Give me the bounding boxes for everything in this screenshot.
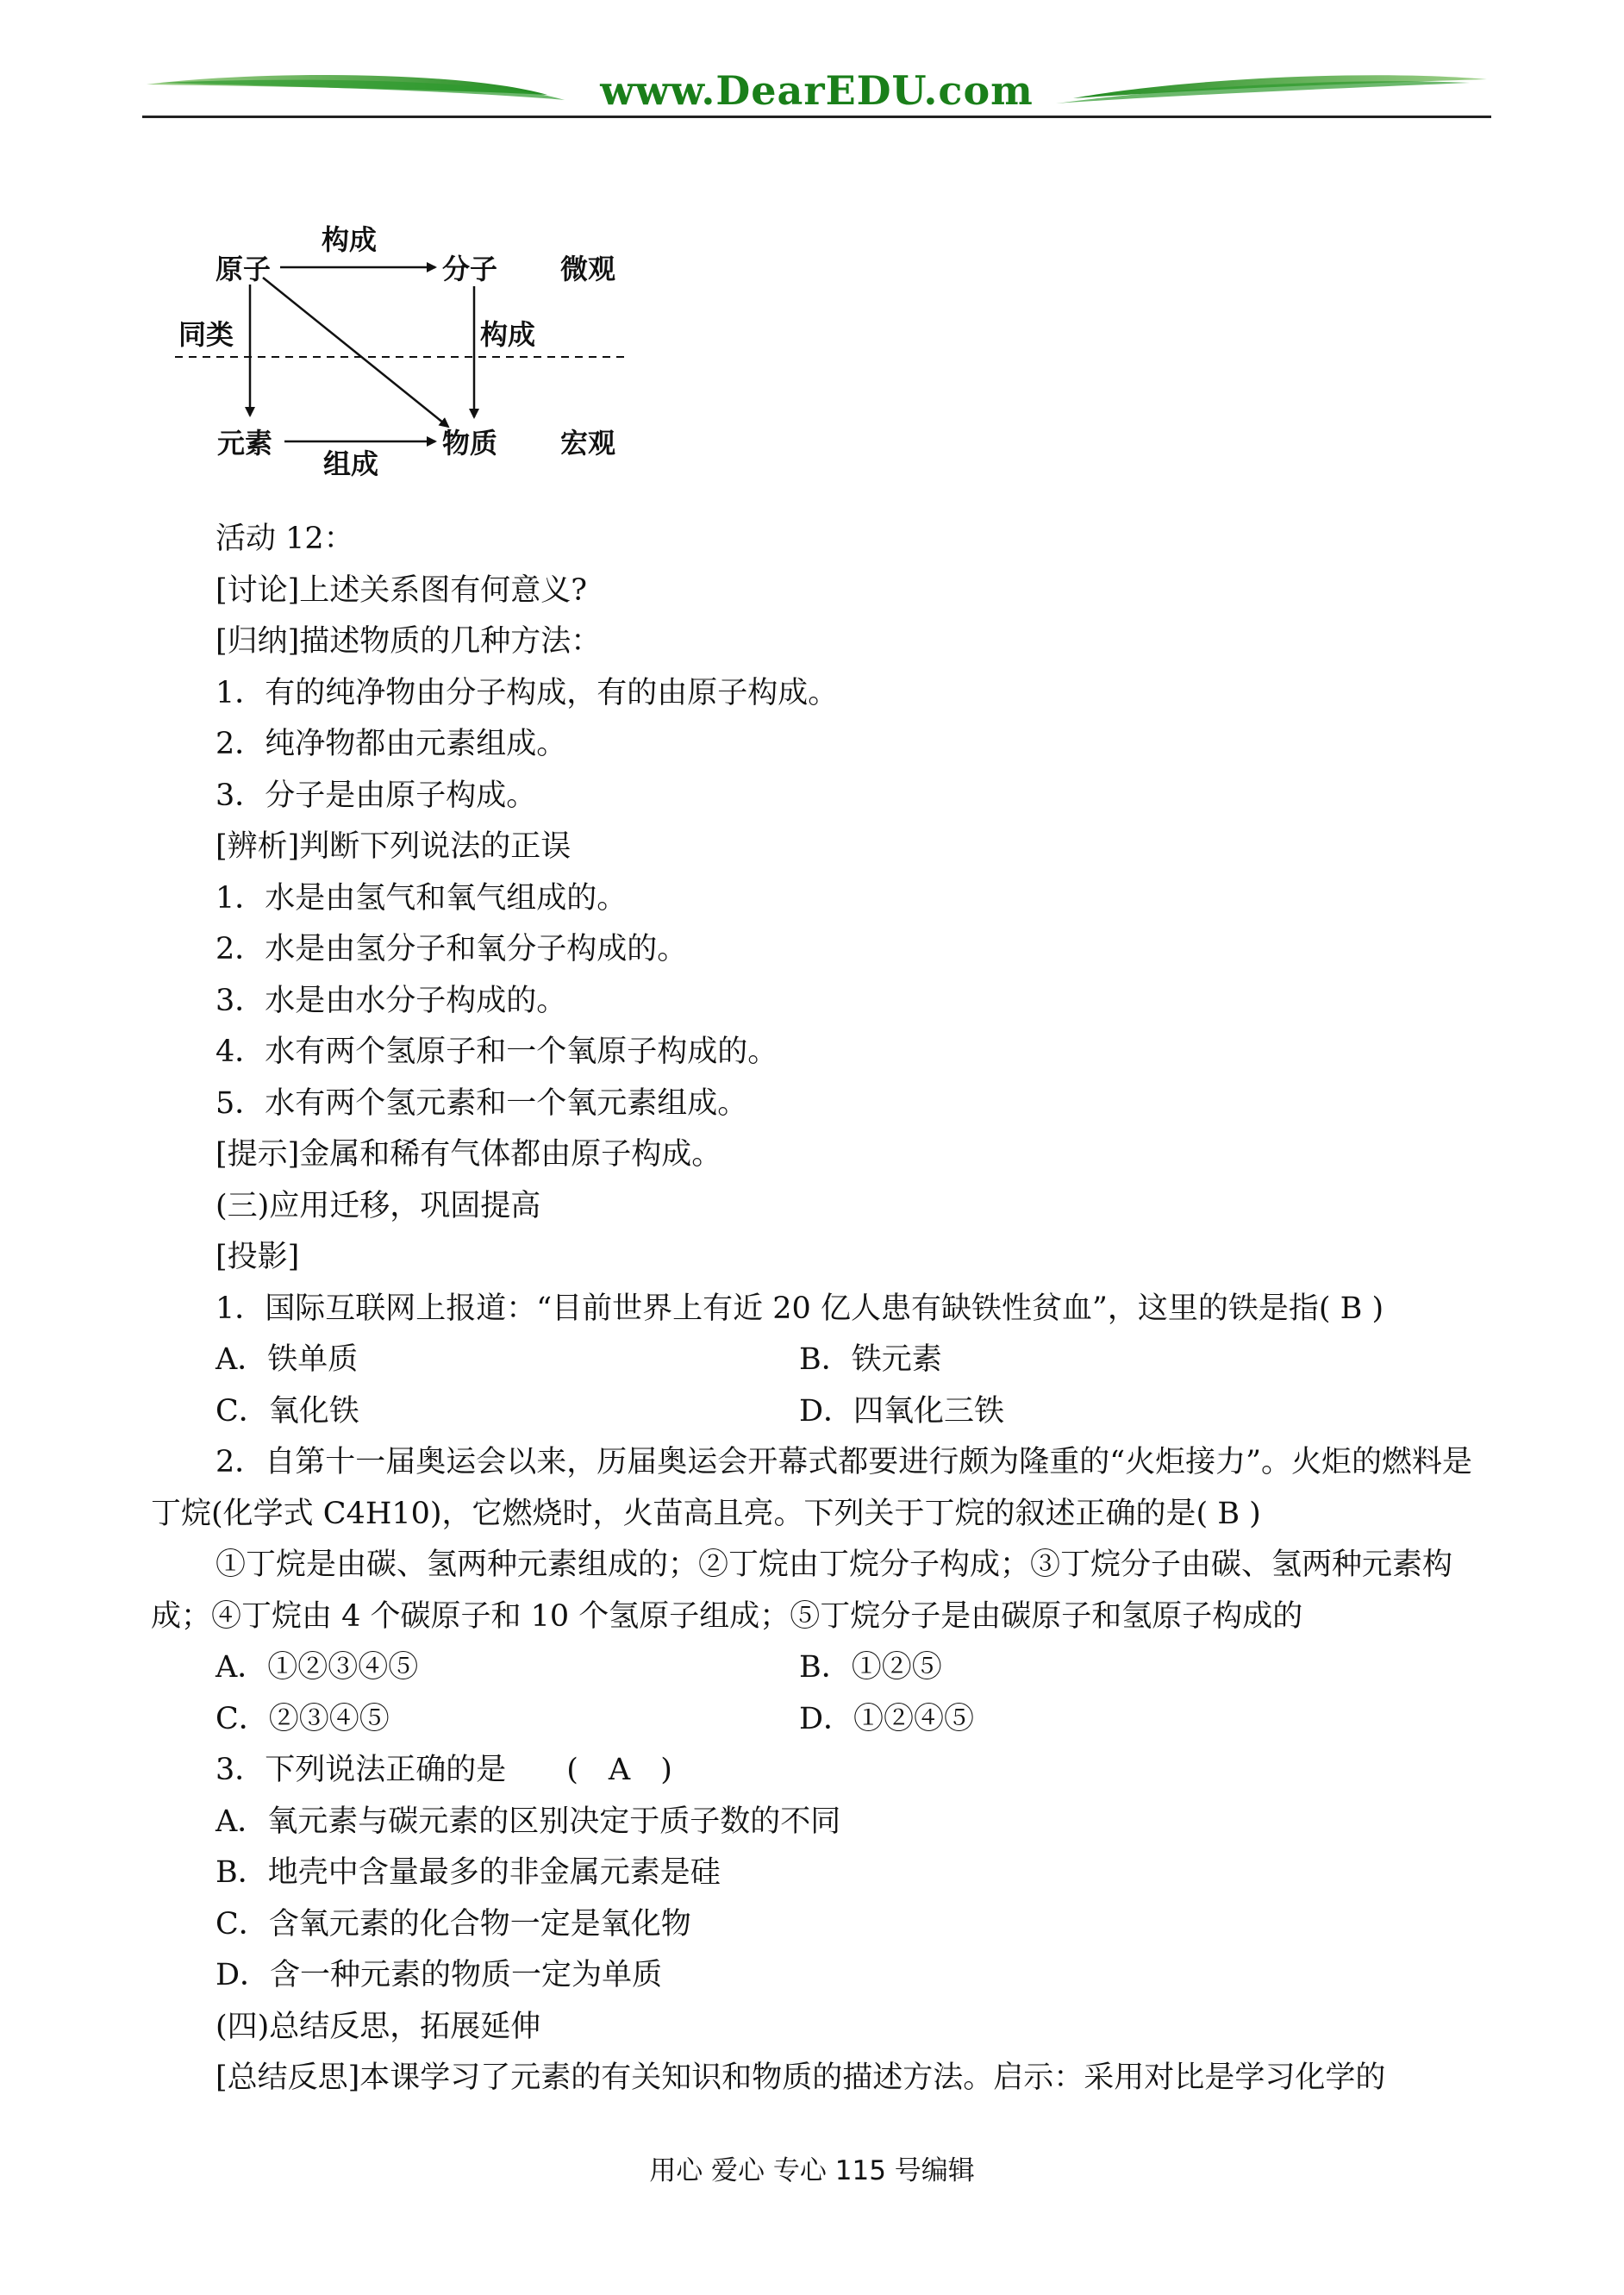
option-c: C．氧化铁 [215, 1393, 359, 1429]
section-four-heading: (四)总结反思，拓展延伸 [215, 2009, 541, 2044]
question-3-option-d: D．含一种元素的物质一定为单质 [215, 1958, 663, 1992]
option-c: C．②③④⑤ [215, 1701, 390, 1736]
question-3: 3．下列说法正确的是 ( A ) [215, 1753, 672, 1787]
edge-label-constitute-top: 构成 [322, 223, 378, 256]
question-3-option-a: A．氧元素与碳元素的区别决定于质子数的不同 [215, 1804, 841, 1839]
question-1-options-row-1 [151, 1335, 1496, 1386]
question-1: 1．国际互联网上报道：“目前世界上有近 20 亿人患有缺铁性贫血”，这里的铁是指( B ) [215, 1291, 1384, 1326]
edge-label-constitute-right: 构成 [480, 318, 536, 351]
summary-item-3: 3．分子是由原子构成。 [215, 778, 537, 813]
question-3-option-c: C．含氧元素的化合物一定是氧化物 [215, 1906, 691, 1942]
site-header-banner [142, 60, 1491, 125]
edge-label-same-kind: 同类 [178, 318, 234, 351]
discussion-line: [讨论]上述关系图有何意义? [215, 572, 588, 608]
activity-title: 活动 12： [215, 522, 354, 556]
arrow-atom-to-substance [263, 278, 448, 427]
summary-item-1: 1．有的纯净物由分子构成，有的由原子构成。 [215, 675, 839, 710]
section-three-heading: (三)应用迁移，巩固提高 [215, 1188, 541, 1223]
option-b: B．铁元素 [799, 1342, 942, 1377]
hint-line: [提示]金属和稀有气体都由原子构成。 [215, 1137, 722, 1172]
question-3-option-b: B．地壳中含量最多的非金属元素是硅 [215, 1855, 721, 1890]
option-d: D．①②④⑤ [799, 1701, 975, 1736]
summary-heading: [归纳]描述物质的几种方法： [215, 624, 602, 659]
analysis-item-5: 5．水有两个氢元素和一个氧元素组成。 [215, 1085, 748, 1121]
node-element: 元素 [217, 427, 273, 460]
node-molecule: 分子 [442, 253, 498, 285]
label-micro: 微观 [560, 253, 616, 285]
node-atom: 原子 [215, 253, 272, 285]
analysis-item-2: 2．水是由氢分子和氧分子构成的。 [215, 932, 688, 966]
node-substance: 物质 [442, 427, 498, 460]
question-2-statements: ①丁烷是由碳、氢两种元素组成的；②丁烷由丁烷分子构成；③丁烷分子由碳、氢两种元素构成；④丁烷由 4 个碳原子和 10 个氢原子组成；⑤丁烷分子是由碳原子和氢原子构成的 [151, 1548, 1453, 1634]
page-footer: 用心 爱心 专心 115 号编辑 [649, 2155, 975, 2186]
option-b: B．①②⑤ [799, 1650, 942, 1685]
question-2-options-row-1 [151, 1642, 1496, 1694]
reflection-line: [总结反思]本课学习了元素的有关知识和物质的描述方法。启示：采用对比是学习化学的 [215, 2060, 1386, 2095]
site-brand-logo: www.DearEDU.com [600, 67, 1034, 114]
label-macro: 宏观 [560, 427, 616, 460]
analysis-item-1: 1．水是由氢气和氧气组成的。 [215, 880, 628, 916]
question-2: 2．自第十一届奥运会以来，历届奥运会开幕式都要进行颇为隆重的“火炬接力”。火炬的燃料是丁烷(化学式 C4H10)，它燃烧时，火苗高且亮。下列关于丁烷的叙述正确的是( B ) [151, 1445, 1473, 1531]
analysis-item-4: 4．水有两个氢原子和一个氧原子构成的。 [215, 1035, 778, 1069]
concept-relation-diagram [168, 223, 634, 485]
analysis-heading: [辨析]判断下列说法的正误 [215, 829, 572, 864]
option-a: A．①②③④⑤ [215, 1650, 419, 1685]
option-a: A．铁单质 [215, 1342, 359, 1377]
option-d: D．四氧化三铁 [799, 1393, 1005, 1429]
question-2-options-row-2 [151, 1694, 1496, 1746]
edge-label-compose-bottom: 组成 [323, 447, 379, 480]
analysis-item-3: 3．水是由水分子构成的。 [215, 983, 567, 1018]
projection-label: [投影] [215, 1240, 300, 1274]
summary-item-2: 2．纯净物都由元素组成。 [215, 727, 567, 761]
question-1-options-row-2 [151, 1386, 1496, 1438]
lesson-content [151, 514, 1496, 2104]
